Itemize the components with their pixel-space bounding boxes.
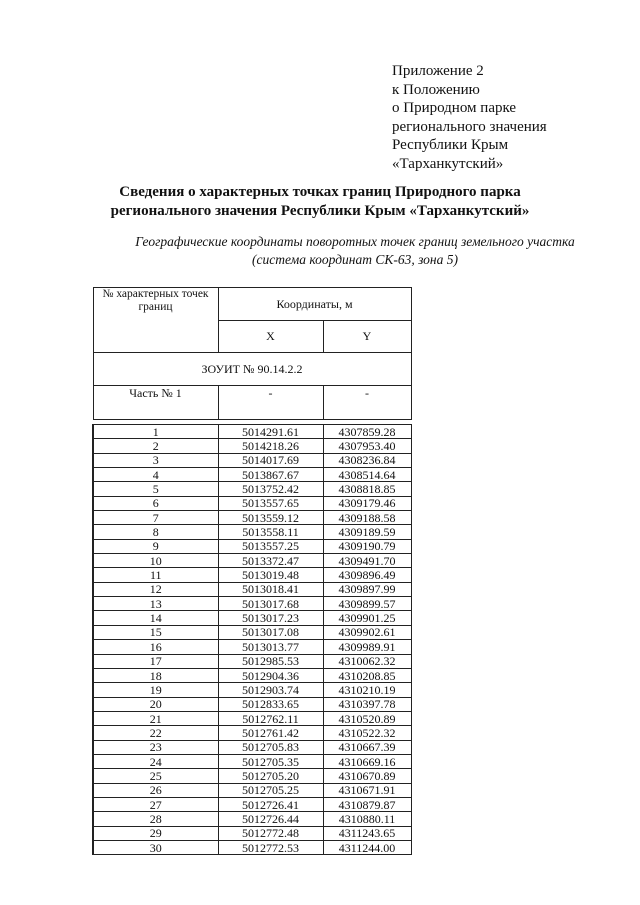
y-coordinate-cell: 4310670.89 [323,769,411,783]
x-coordinate-cell: 5012761.42 [218,726,323,740]
x-coordinate-cell: 5013017.68 [218,597,323,611]
point-number-cell: 30 [93,840,218,854]
appendix-line: к Положению [392,81,480,98]
y-coordinate-cell: 4310667.39 [323,740,411,754]
point-number-cell: 20 [93,697,218,711]
x-coordinate-cell: 5013558.11 [218,525,323,539]
x-coordinate-cell: 5012772.53 [218,840,323,854]
appendix-line: Республики Крым [392,137,509,153]
point-number-cell: 11 [93,568,218,582]
table-row [93,840,411,854]
x-coordinate-cell: 5013019.48 [218,568,323,582]
point-number-cell: 7 [93,511,218,525]
y-coordinate-cell: 4309491.70 [323,554,411,568]
table-row [93,654,411,668]
x-coordinate-cell: 5013557.25 [218,539,323,553]
table-row [93,812,411,826]
subtitle-line-2: (система координат СК-63, зона 5) [251,252,459,267]
y-coordinate-cell: 4310397.78 [323,697,411,711]
table-row [93,640,411,654]
point-number-cell: 23 [93,740,218,754]
table-row [93,568,411,582]
point-number-cell: 15 [93,625,218,639]
table-row [93,539,411,553]
table-row [93,668,411,682]
x-coordinate-cell: 5012726.44 [218,812,323,826]
point-number-cell: 6 [93,496,218,510]
table-row [93,783,411,797]
x-coordinate-cell: 5012904.36 [218,668,323,682]
point-number-cell: 12 [93,582,218,596]
table-row [93,554,411,568]
point-number-cell: 18 [93,668,218,682]
point-number-cell: 13 [93,597,218,611]
x-coordinate-cell: 5013017.23 [218,611,323,625]
title-line-1: Сведения о характерных точках границ Природного парка [119,184,521,200]
y-coordinate-cell: 4308514.64 [323,468,411,482]
appendix-line: Приложение 2 [392,63,484,79]
point-number-cell: 9 [93,539,218,553]
x-coordinate-cell: 5012833.65 [218,697,323,711]
y-coordinate-cell: 4310671.91 [323,783,411,797]
x-coordinate-cell: 5013557.65 [218,496,323,510]
point-number-cell: 21 [93,711,218,725]
y-coordinate-cell: 4308818.85 [323,482,411,496]
x-coordinate-cell: 5012985.53 [218,654,323,668]
header-point-number: № характерных точек границ [93,288,218,353]
x-coordinate-cell: 5012705.25 [218,783,323,797]
table-row [93,468,411,482]
zone-row [93,353,411,386]
y-coordinate-cell: 4309190.79 [323,539,411,553]
point-number-cell: 2 [93,439,218,453]
y-coordinate-cell: 4309901.25 [323,611,411,625]
table-row [93,726,411,740]
x-coordinate-cell: 5013372.47 [218,554,323,568]
y-coordinate-cell: 4309896.49 [323,568,411,582]
table-row [93,697,411,711]
point-number-cell: 28 [93,812,218,826]
part-label: Часть № 1 [93,386,218,420]
y-coordinate-cell: 4307859.28 [323,425,411,439]
point-number-cell: 17 [93,654,218,668]
point-number-cell: 10 [93,554,218,568]
part-row [93,386,411,420]
table-row [93,496,411,510]
point-number-cell: 1 [93,425,218,439]
part-x: - [218,386,323,420]
y-coordinate-cell: 4310520.89 [323,711,411,725]
table-header-row [93,288,411,321]
appendix-line: регионального значения [392,118,547,135]
appendix-line: о Природном парке [392,100,517,116]
point-number-cell: 4 [93,468,218,482]
x-coordinate-cell: 5013017.08 [218,625,323,639]
point-number-cell: 29 [93,826,218,840]
point-number-cell: 8 [93,525,218,539]
header-x: X [218,321,323,353]
y-coordinate-cell: 4309179.46 [323,496,411,510]
y-coordinate-cell: 4310210.19 [323,683,411,697]
table-row [93,826,411,840]
table-row [93,769,411,783]
y-coordinate-cell: 4310880.11 [323,812,411,826]
y-coordinate-cell: 4309188.58 [323,511,411,525]
table-row [93,740,411,754]
header-coordinates: Координаты, м [218,288,411,321]
table-row [93,511,411,525]
x-coordinate-cell: 5012705.35 [218,754,323,768]
point-number-cell: 24 [93,754,218,768]
x-coordinate-cell: 5013752.42 [218,482,323,496]
x-coordinate-cell: 5013018.41 [218,582,323,596]
x-coordinate-cell: 5012705.83 [218,740,323,754]
y-coordinate-cell: 4310208.85 [323,668,411,682]
table-row [93,711,411,725]
zone-label: ЗОУИТ № 90.14.2.2 [93,353,411,386]
x-coordinate-cell: 5014291.61 [218,425,323,439]
point-number-cell: 22 [93,726,218,740]
point-number-cell: 26 [93,783,218,797]
table-row [93,453,411,467]
y-coordinate-cell: 4311244.00 [323,840,411,854]
y-coordinate-cell: 4307953.40 [323,439,411,453]
document-title [0,183,640,221]
coordinates-table [92,287,412,855]
table-row [93,754,411,768]
x-coordinate-cell: 5012772.48 [218,826,323,840]
table-row [93,597,411,611]
subtitle-line-1: Географические координаты поворотных точек границ земельного участка [135,234,575,249]
y-coordinate-cell: 4308236.84 [323,453,411,467]
table-row [93,482,411,496]
table-row [93,611,411,625]
y-coordinate-cell: 4309899.57 [323,597,411,611]
x-coordinate-cell: 5013867.67 [218,468,323,482]
y-coordinate-cell: 4310522.32 [323,726,411,740]
table-row [93,582,411,596]
x-coordinate-cell: 5012762.11 [218,711,323,725]
appendix-line: «Тарханкутский» [392,155,504,172]
point-number-cell: 25 [93,769,218,783]
point-number-cell: 14 [93,611,218,625]
x-coordinate-cell: 5013013.77 [218,640,323,654]
x-coordinate-cell: 5012705.20 [218,769,323,783]
table-row [93,525,411,539]
x-coordinate-cell: 5013559.12 [218,511,323,525]
x-coordinate-cell: 5014218.26 [218,439,323,453]
x-coordinate-cell: 5012726.41 [218,797,323,811]
y-coordinate-cell: 4310669.16 [323,754,411,768]
table-row [93,683,411,697]
x-coordinate-cell: 5014017.69 [218,453,323,467]
document-subtitle [0,233,640,269]
appendix-note [392,62,547,173]
title-line-2: регионального значения Республики Крым «Тарханкутский» [110,203,530,219]
x-coordinate-cell: 5012903.74 [218,683,323,697]
point-number-cell: 19 [93,683,218,697]
table-row [93,625,411,639]
y-coordinate-cell: 4309989.91 [323,640,411,654]
y-coordinate-cell: 4309897.99 [323,582,411,596]
part-y: - [323,386,411,420]
point-number-cell: 16 [93,640,218,654]
y-coordinate-cell: 4310062.32 [323,654,411,668]
y-coordinate-cell: 4309189.59 [323,525,411,539]
table-row [93,439,411,453]
y-coordinate-cell: 4309902.61 [323,625,411,639]
table-row [93,425,411,439]
point-number-cell: 27 [93,797,218,811]
y-coordinate-cell: 4310879.87 [323,797,411,811]
y-coordinate-cell: 4311243.65 [323,826,411,840]
header-y: Y [323,321,411,353]
point-number-cell: 5 [93,482,218,496]
point-number-cell: 3 [93,453,218,467]
table-row [93,797,411,811]
